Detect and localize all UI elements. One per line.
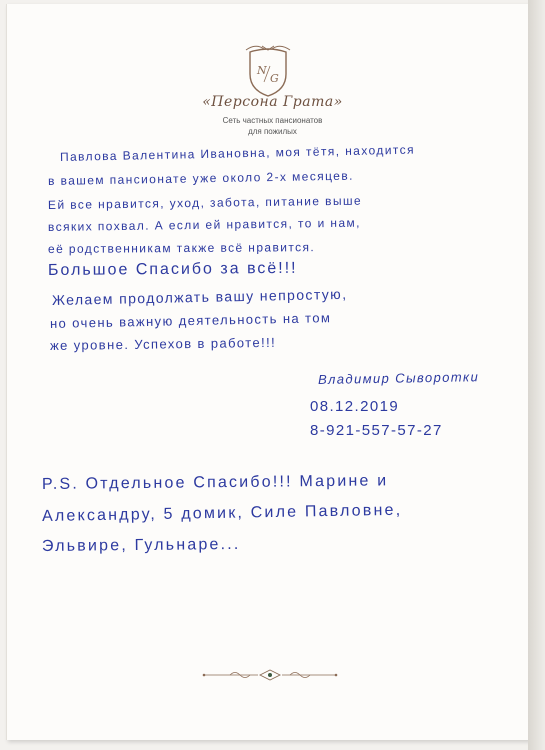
letter-line: Большое Спасибо за всё!!! [47,259,298,279]
ps-line: Александру, 5 домик, Силе Павловне, [41,501,403,525]
svg-text:G: G [270,72,279,85]
signature-name: Владимир Сыворотки [317,369,480,387]
letter-line: всяких похвал. А если ей нравится, то и нам, [47,215,361,234]
ps-line: Эльвире, Гульнаре... [41,535,241,555]
letter-line: Желаем продолжать вашу непростую, [51,285,348,308]
brand-subtitle-line1: Сеть частных пансионатов [222,116,323,125]
letter-date: 08.12.2019 [310,398,400,415]
footer-ornament-icon [200,668,340,682]
letter-line: Ей все нравится, уход, забота, питание выше [47,193,363,212]
brand-subtitle-line2: для пожилых [248,127,297,136]
letter-line: её родственникам также всё нравится. [47,240,316,256]
ps-line: P.S. Отдельное Спасибо!!! Марине и [41,472,389,493]
brand-name: «Персона Грата» [202,94,343,110]
letter-line: же уровне. Успехов в работе!!! [49,334,277,353]
scan-edge [528,0,545,750]
letter-line: в вашем пансионате уже около 2-х месяцев. [47,168,354,188]
letter-line: но очень важную деятельность на том [49,310,332,331]
svg-text:N: N [257,64,267,77]
phone-number: 8-921-557-57-27 [310,422,443,439]
letter-line: Павлова Валентина Ивановна, моя тётя, находится [59,142,416,164]
shield-monogram-icon [242,44,294,100]
